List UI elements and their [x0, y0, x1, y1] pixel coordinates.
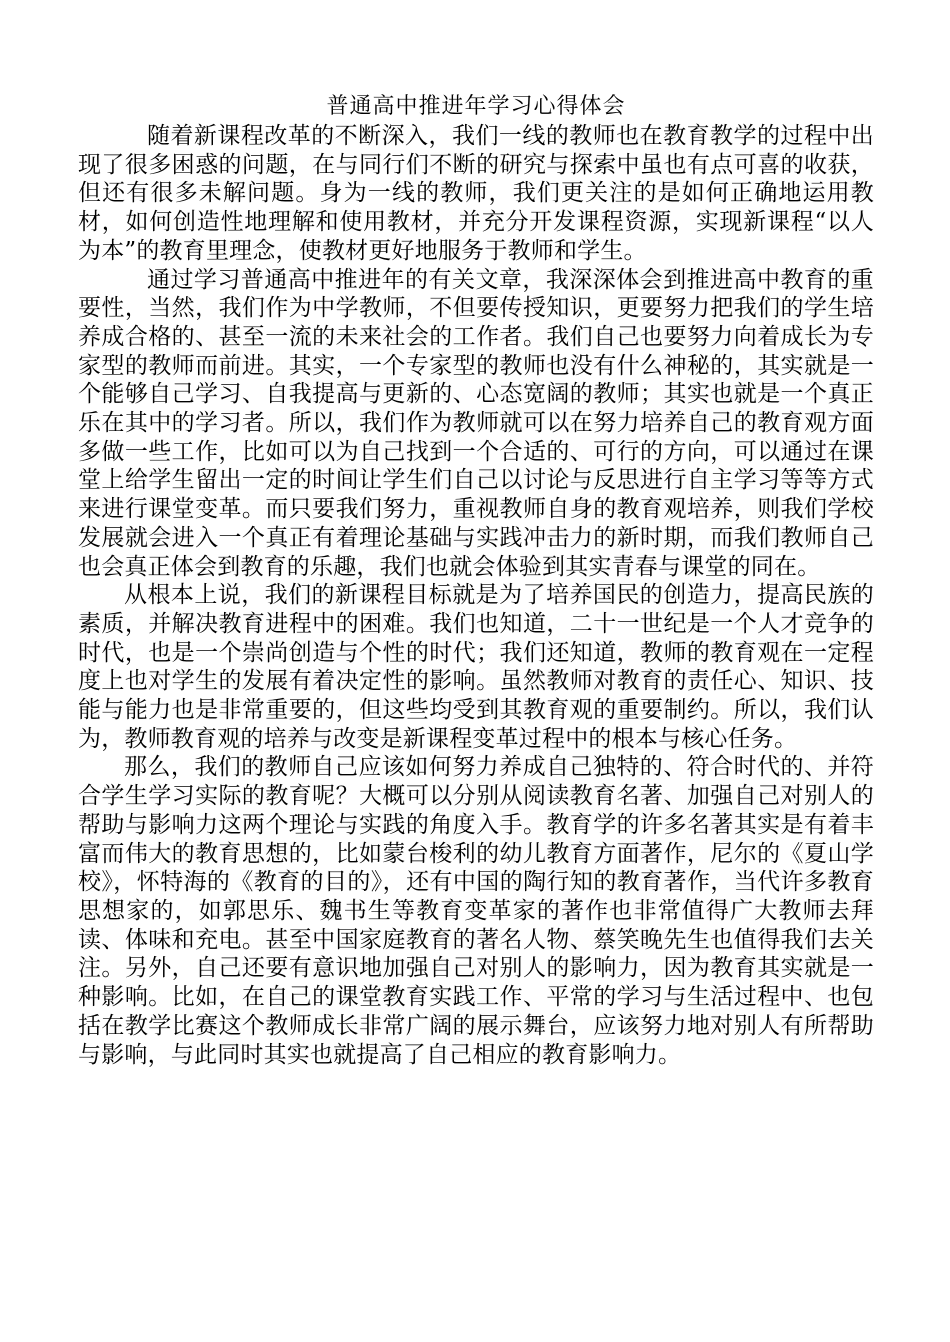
paragraph-3: 从根本上说，我们的新课程目标就是为了培养国民的创造力，提高民族的素质，并解决教育进程中的困难。我们也知道，二十一世纪是一个人才竞争的时代，也是一个崇尚创造与个性的时代；我们还知道，教师的教育观在一定程度上也对学生的发展有着决定性的影响。虽然教师对教育的责任心、知识、技能与能力也是非常重要的，但这些均受到其教育观的重要制约。所以，我们认为，教师教育观的培养与改变是新课程变革过程中的根本与核心任务。: [78, 582, 874, 752]
paragraph-1: 随着新课程改革的不断深入，我们一线的教师也在教育教学的过程中出现了很多困惑的问题，在与同行们不断的研究与探索中虽也有点可喜的收获，但还有很多未解问题。身为一线的教师，我们更关注的是如何正确地运用教材，如何创造性地理解和使用教材，并充分开发课程资源，实现新课程“以人为本”的教育里理念，使教材更好地服务于教师和学生。: [78, 123, 874, 264]
paragraph-4: 那么，我们的教师自己应该如何努力养成自己独特的、符合时代的、并符合学生学习实际的教育呢？大概可以分别从阅读教育名著、加强自己对别人的帮助与影响力这两个理论与实践的角度入手。教育学的许多名著其实是有着丰富而伟大的教育思想的，比如蒙台梭利的幼儿教育方面著作，尼尔的《夏山学校》，怀特海的《教育的目的》，还有中国的陶行知的教育著作，当代许多教育思想家的，如郭思乐、魏书生等教育变革家的著作也非常值得广大教师去拜读、体味和充电。甚至中国家庭教育的著名人物、蔡笑晚先生也值得我们去关注。另外，自己还要有意识地加强自己对别人的影响力，因为教育其实就是一种影响。比如，在自己的课堂教育实践工作、平常的学习与生活过程中、也包括在教学比赛这个教师成长非常广阔的展示舞台，应该努力地对别人有所帮助与影响，与此同时其实也就提高了自己相应的教育影响力。: [78, 754, 874, 1068]
document-page: [78, 92, 874, 1069]
paragraph-2: 通过学习普通高中推进年的有关文章，我深深体会到推进高中教育的重要性，当然，我们作为中学教师，不但要传授知识，更要努力把我们的学生培养成合格的、甚至一流的未来社会的工作者。我们自己也要努力向着成长为专家型的教师而前进。其实，一个专家型的教师也没有什么神秘的，其实就是一个能够自己学习、自我提高与更新的、心态宽阔的教师；其实也就是一个真正乐在其中的学习者。所以，我们作为教师就可以在努力培养自己的教育观方面多做一些工作，比如可以为自己找到一个合适的、可行的方向，可以通过在课堂上给学生留出一定的时间让学生们自己以讨论与反思进行自主学习等等方式来进行课堂变革。而只要我们努力，重视教师自身的教育观培养，则我们学校发展就会进入一个真正有着理论基础与实践冲击力的新时期，而我们教师自己也会真正体会到教育的乐趣，我们也就会体验到其实青春与课堂的同在。: [78, 266, 874, 580]
document-title: 普通高中推进年学习心得体会: [326, 94, 626, 119]
